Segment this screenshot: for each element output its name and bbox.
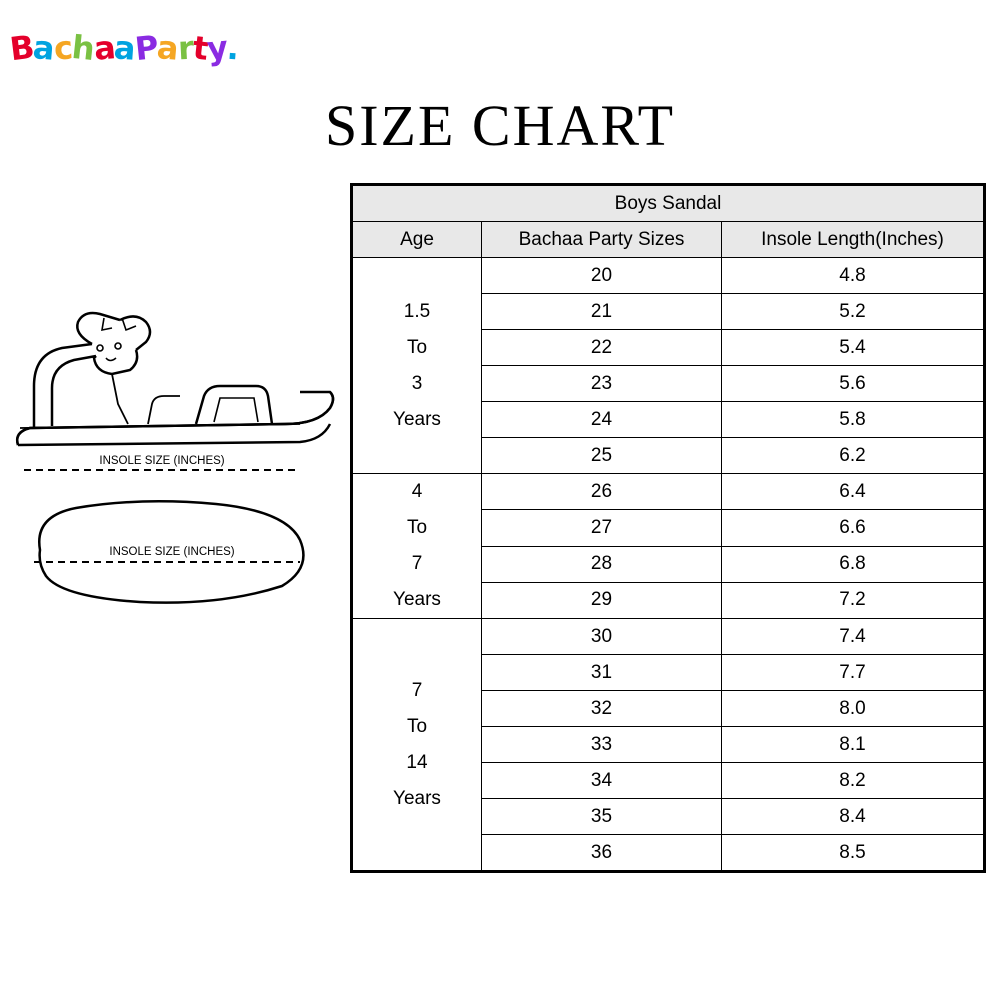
table-row [352, 474, 985, 510]
logo-dot: . [225, 28, 240, 68]
insole-length-cell: 8.2 [722, 763, 985, 799]
age-line: 7 [411, 553, 423, 574]
logo-letter: y [205, 28, 229, 68]
size-cell: 28 [482, 546, 722, 582]
logo-letter: P [132, 27, 160, 69]
logo-letter: c [52, 28, 74, 68]
insole-length-cell: 5.8 [722, 402, 985, 438]
insole-length-cell: 6.8 [722, 546, 985, 582]
logo-letter: a [92, 28, 116, 68]
insole-length-cell: 6.6 [722, 510, 985, 546]
size-cell: 25 [482, 438, 722, 474]
sandal-illustration-group [0, 300, 345, 630]
logo-letter: B [7, 27, 36, 69]
table-row [352, 619, 985, 655]
logo-letter: a [155, 28, 180, 68]
table-title-row [352, 185, 985, 222]
table-header-row [352, 222, 985, 258]
insole-length-cell: 8.5 [722, 835, 985, 872]
age-line: 14 [406, 751, 428, 773]
insole-length-cell: 4.8 [722, 258, 985, 294]
sandal-diagram-icon [0, 300, 345, 630]
size-chart-table [350, 183, 986, 873]
page-title: SIZE CHART [324, 93, 676, 158]
table-row [352, 258, 985, 294]
age-group-cell [352, 474, 482, 619]
logo-letter: h [70, 27, 96, 69]
size-cell: 36 [482, 835, 722, 872]
size-cell: 27 [482, 510, 722, 546]
insole-length-cell: 7.4 [722, 619, 985, 655]
insole-length-cell: 6.2 [722, 438, 985, 474]
size-cell: 24 [482, 402, 722, 438]
brand-logo [7, 22, 255, 74]
age-group-cell [352, 619, 482, 872]
insole-length-cell: 5.4 [722, 330, 985, 366]
insole-caption-label: INSOLE SIZE (INCHES) [109, 546, 235, 558]
size-cell: 30 [482, 619, 722, 655]
age-line: To [406, 715, 428, 737]
logo-letter: a [113, 28, 137, 68]
insole-length-cell: 8.1 [722, 727, 985, 763]
header-cell-insole: Insole Length(Inches) [722, 222, 985, 258]
size-cell: 29 [482, 582, 722, 618]
insole-length-cell: 5.6 [722, 366, 985, 402]
insole-length-cell: 8.4 [722, 799, 985, 835]
logo-letter: a [31, 28, 56, 68]
age-line: Years [393, 589, 441, 610]
size-cell: 20 [482, 258, 722, 294]
size-cell: 31 [482, 655, 722, 691]
size-chart-container [350, 183, 983, 873]
age-line: 3 [411, 372, 423, 394]
age-line: 7 [411, 679, 423, 701]
logo-letter: r [176, 28, 194, 68]
age-line: 1.5 [403, 300, 431, 322]
header-cell-age: Age [352, 222, 482, 258]
size-cell: 32 [482, 691, 722, 727]
header-cell-sizes: Bachaa Party Sizes [482, 222, 722, 258]
insole-length-cell: 7.7 [722, 655, 985, 691]
insole-length-cell: 6.4 [722, 474, 985, 510]
size-cell: 34 [482, 763, 722, 799]
insole-length-cell: 8.0 [722, 691, 985, 727]
chart-title-cell: Boys Sandal [352, 185, 985, 222]
size-cell: 21 [482, 294, 722, 330]
size-cell: 22 [482, 330, 722, 366]
age-line: Years [393, 408, 441, 430]
insole-length-cell: 5.2 [722, 294, 985, 330]
insole-length-cell: 7.2 [722, 582, 985, 618]
age-group-cell [352, 258, 482, 474]
age-line: 4 [411, 481, 423, 502]
age-line: Years [393, 787, 441, 809]
size-cell: 23 [482, 366, 722, 402]
brand-logo-text [7, 22, 255, 74]
sandal-caption-label: INSOLE SIZE (INCHES) [99, 455, 225, 467]
logo-letter: t [190, 28, 209, 68]
age-line: To [406, 517, 428, 538]
size-cell: 26 [482, 474, 722, 510]
size-cell: 35 [482, 799, 722, 835]
age-line: To [406, 336, 428, 358]
size-cell: 33 [482, 727, 722, 763]
